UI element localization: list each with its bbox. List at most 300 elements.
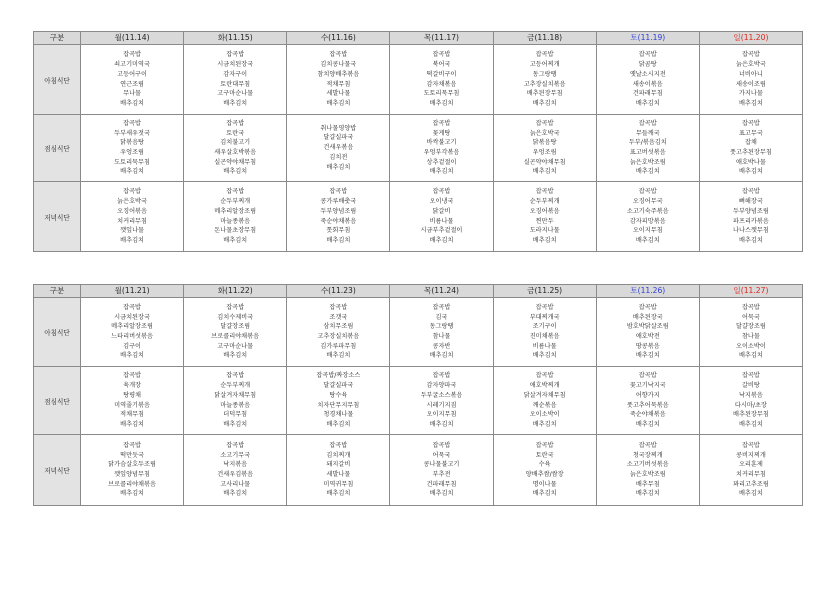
menu-item: 애호박전 — [635, 333, 660, 340]
menu-item: 배추김치 — [532, 490, 557, 498]
menu-item: 배추무침 — [635, 480, 660, 488]
menu-item: 김치찌개 — [326, 451, 351, 459]
menu-item: 늙은호박조림 — [629, 158, 666, 166]
menu-item: 배추김치 — [120, 99, 145, 107]
menu-item: 오이지무침 — [426, 411, 457, 419]
menu-cell — [81, 367, 184, 435]
menu-item: 닭살겨자채무침 — [523, 391, 566, 399]
menu-item: 배추김치 — [429, 420, 454, 428]
menu-cell — [596, 182, 699, 252]
menu-item: 바싹불고기 — [426, 139, 457, 147]
menu-item: 돼지갈비 — [326, 461, 351, 469]
menu-item: 더덕무침 — [223, 411, 248, 419]
menu-item: 도라지나물 — [529, 227, 560, 235]
day-header: 목(11.17) — [390, 32, 493, 45]
menu-item: 배추김치 — [738, 236, 763, 244]
menu-item: 잡곡밥 — [432, 303, 451, 311]
menu-item: 배추김치 — [532, 99, 557, 107]
menu-item: 마늘종볶음 — [220, 401, 251, 409]
menu-item: 잡곡밥 — [741, 51, 760, 59]
menu-cell — [390, 45, 493, 115]
menu-item: 잡곡밥 — [638, 372, 657, 380]
menu-item: 참나물 — [741, 333, 760, 340]
menu-item: 늙은호박국 — [529, 129, 560, 137]
menu-item: 콩가루배춧국 — [320, 198, 357, 206]
menu-item-list — [390, 119, 492, 177]
menu-item: 표고무국 — [738, 129, 763, 137]
meal-row — [34, 45, 803, 115]
menu-item: 배추김치 — [120, 420, 145, 428]
menu-cell — [287, 115, 390, 182]
menu-item: 배추김치 — [532, 420, 557, 428]
menu-item: 잡곡밥 — [432, 119, 451, 127]
menu-item: 깻잎양념무침 — [114, 471, 150, 478]
day-header: 금(11.25) — [493, 285, 596, 298]
menu-cell — [596, 45, 699, 115]
menu-item: 치커리무침 — [735, 471, 766, 478]
menu-item: 갈비탕 — [741, 382, 760, 390]
menu-item-list — [494, 371, 596, 429]
menu-item: 떡갈비구이 — [426, 70, 457, 78]
menu-item: 조갯국 — [329, 313, 348, 321]
menu-item: 풋고추된장무침 — [730, 149, 772, 156]
menu-item-list — [184, 187, 286, 245]
day-header: 월(11.21) — [81, 285, 184, 298]
menu-item: 오이지무침 — [632, 227, 663, 235]
menu-item: 배추김치 — [429, 99, 454, 107]
menu-item: 탕수육 — [329, 391, 348, 399]
menu-cell — [287, 435, 390, 506]
day-header: 목(11.24) — [390, 285, 493, 298]
menu-item: 배추김치 — [326, 163, 351, 171]
menu-item: 도토리묵무침 — [423, 90, 460, 98]
menu-item: 찐만두 — [535, 217, 554, 225]
menu-cell — [184, 367, 287, 435]
menu-item: 배추김치 — [120, 168, 145, 176]
menu-item: 두부굴소스볶음 — [420, 391, 463, 399]
menu-item: 메추리알장조림 — [111, 323, 153, 331]
menu-item: 김치불고기 — [220, 139, 251, 147]
menu-cell — [493, 298, 596, 367]
menu-item: 배추김치 — [738, 490, 763, 498]
menu-cell — [287, 45, 390, 115]
menu-cell — [699, 182, 802, 252]
menu-item: 잡곡밥 — [638, 119, 657, 127]
menu-item: 적채무침 — [120, 411, 145, 419]
menu-item: 잡곡밥 — [638, 188, 657, 196]
menu-item: 새우살호박볶음 — [214, 149, 257, 156]
menu-item: 세발나물 — [326, 90, 351, 98]
menu-item-list — [494, 50, 596, 108]
menu-item: 잡곡밥 — [123, 119, 142, 127]
day-header: 일(11.20) — [699, 32, 802, 45]
menu-item: 잡곡밥 — [226, 372, 245, 380]
menu-item: 오이냉국 — [429, 198, 454, 206]
menu-item: 애호박찌개 — [529, 382, 560, 390]
menu-item: 적채무침 — [326, 80, 351, 88]
menu-item: 두부양념조림 — [320, 207, 357, 215]
menu-item: 잡곡밥 — [123, 188, 142, 196]
menu-item: 배추김치 — [223, 490, 248, 498]
menu-item: 배추김치 — [738, 168, 763, 176]
menu-item: 너비아니 — [738, 70, 763, 78]
day-header: 토(11.19) — [596, 32, 699, 45]
menu-cell — [596, 298, 699, 367]
menu-item: 잡곡밥 — [329, 441, 348, 449]
weekly-menu-table-1 — [33, 31, 803, 252]
menu-item: 잡곡밥 — [432, 441, 451, 449]
menu-item-list — [287, 371, 389, 429]
menu-item: 명이나물 — [532, 480, 557, 488]
menu-item: 북어국 — [432, 61, 451, 69]
menu-item: 잡곡밥 — [638, 51, 657, 59]
menu-cell — [596, 115, 699, 182]
menu-item: 김가루파무침 — [320, 342, 357, 350]
menu-cell — [493, 367, 596, 435]
menu-item: 잡채 — [744, 139, 757, 147]
menu-item: 참나물 — [432, 333, 451, 340]
menu-item: 부추전 — [432, 471, 451, 478]
menu-item: 꽃고기낙지국 — [629, 382, 666, 390]
menu-item: 고등어찌개 — [529, 61, 560, 69]
menu-cell — [184, 45, 287, 115]
menu-item: 잡곡밥 — [741, 303, 760, 311]
menu-item-list — [700, 303, 802, 361]
meal-row — [34, 298, 803, 367]
menu-item-list — [700, 50, 802, 108]
menu-item: 토란대무침 — [220, 80, 251, 88]
menu-item: 죽순야채볶음 — [629, 411, 666, 419]
menu-item: 진미채볶음 — [529, 333, 560, 340]
menu-item: 오징어무국 — [632, 198, 663, 206]
menu-item: 잡곡밥 — [226, 119, 245, 127]
menu-item: 배추김치 — [532, 352, 557, 360]
menu-item: 미역귀무침 — [323, 480, 354, 488]
menu-item: 늙은호박국 — [735, 61, 766, 69]
menu-item: 돈나물초장무침 — [214, 227, 257, 235]
menu-item: 오징어볶음 — [529, 207, 560, 215]
menu-item: 브로콜리야채볶음 — [211, 333, 260, 340]
menu-item: 배추김치 — [635, 236, 660, 244]
menu-item: 브로콜리야채볶음 — [108, 480, 156, 488]
menu-item-list — [597, 187, 699, 245]
menu-item: 우엉조림 — [120, 149, 145, 156]
menu-cell — [699, 367, 802, 435]
menu-item: 무나물 — [123, 90, 142, 98]
day-header-row — [34, 32, 803, 45]
menu-item-list — [81, 119, 183, 177]
meal-label: 점심식단 — [34, 367, 81, 435]
menu-item: 배추김치 — [738, 420, 763, 428]
menu-item: 배추김치 — [120, 490, 145, 498]
menu-item: 닭살겨자채무침 — [214, 391, 257, 399]
menu-item: 달걀실파국 — [323, 382, 354, 390]
menu-item: 건새우볶음 — [323, 144, 354, 152]
menu-item-list — [287, 303, 389, 361]
menu-item: 뼈해장국 — [738, 198, 763, 206]
menu-item: 고구마순나물 — [217, 342, 254, 350]
menu-item-list — [184, 119, 286, 177]
menu-item: 김치콩나물국 — [320, 61, 357, 69]
menu-cell — [390, 182, 493, 252]
meal-label: 아침식단 — [34, 45, 81, 115]
menu-item: 고등어구이 — [117, 70, 148, 78]
menu-item: 배추김치 — [635, 168, 660, 176]
menu-item: 배추김치 — [635, 490, 660, 498]
menu-item: 비름나물 — [532, 342, 557, 350]
menu-item: 오징어볶음 — [117, 207, 148, 215]
day-header: 토(11.26) — [596, 285, 699, 298]
menu-item-list — [700, 187, 802, 245]
menu-item: 두부/볶음김치 — [628, 139, 667, 147]
menu-item-list — [81, 50, 183, 108]
menu-cell — [81, 182, 184, 252]
menu-cell — [184, 298, 287, 367]
menu-item: 잡곡밥 — [123, 303, 142, 311]
menu-item: 동그랑땡 — [429, 323, 454, 331]
menu-item: 시금부추겉절이 — [420, 227, 463, 235]
menu-item: 잡곡밥 — [329, 303, 348, 311]
menu-item-list — [390, 441, 492, 499]
menu-item-list — [287, 124, 389, 172]
menu-item: 배추김치 — [429, 168, 454, 176]
menu-item: 고추장실치볶음 — [523, 80, 566, 88]
menu-cell — [493, 435, 596, 506]
menu-item-list — [184, 371, 286, 429]
menu-item: 고추장실치볶음 — [317, 333, 360, 340]
meal-label: 저녁식단 — [34, 435, 81, 506]
menu-cell — [493, 115, 596, 182]
menu-item: 나나스깻무침 — [732, 227, 769, 235]
menu-item: 김구이 — [123, 342, 142, 350]
menu-cell — [81, 435, 184, 506]
menu-item: 어향가지 — [635, 391, 660, 399]
menu-item: 어묵국 — [432, 451, 451, 459]
menu-item: 무들깨국 — [635, 129, 660, 137]
menu-item: 배추김치 — [635, 99, 660, 107]
menu-item: 낙지볶음 — [223, 461, 248, 469]
meal-label: 점심식단 — [34, 115, 81, 182]
meal-row — [34, 115, 803, 182]
menu-cell — [596, 435, 699, 506]
meal-row — [34, 367, 803, 435]
menu-item-list — [390, 187, 492, 245]
menu-item: 잡곡밥 — [741, 119, 760, 127]
menu-item: 배추김치 — [120, 236, 145, 244]
menu-item: 잡곡밥 — [123, 441, 142, 449]
menu-item: 쇠고기미역국 — [114, 61, 150, 69]
menu-cell — [390, 367, 493, 435]
menu-item: 잡곡밥 — [741, 441, 760, 449]
menu-item: 톳회무침 — [326, 227, 351, 235]
menu-item: 배추김치 — [429, 236, 454, 244]
menu-item: 소고기숙주볶음 — [626, 207, 669, 215]
menu-item: 잡곡밥 — [226, 51, 245, 59]
menu-item: 달걀장조림 — [735, 323, 766, 331]
menu-item: 달걀장조림 — [220, 323, 251, 331]
day-header: 금(11.18) — [493, 32, 596, 45]
day-header: 화(11.22) — [184, 285, 287, 298]
menu-cell — [81, 45, 184, 115]
menu-item: 닭볶음탕 — [532, 139, 557, 147]
menu-item: 늙은호박국 — [117, 198, 148, 206]
menu-item: 오이소박이 — [529, 411, 560, 419]
menu-item: 콩비지찌개 — [735, 451, 766, 459]
menu-item-list — [81, 371, 183, 429]
menu-item-list — [494, 303, 596, 361]
menu-item: 배추김치 — [326, 490, 351, 498]
menu-item: 배추된장국 — [632, 313, 663, 321]
menu-item: 감자피망볶음 — [629, 217, 666, 225]
menu-item-list — [700, 119, 802, 177]
menu-item: 오리훈제 — [738, 461, 763, 469]
menu-item: 잡곡밥 — [638, 303, 657, 311]
menu-item-list — [597, 371, 699, 429]
menu-item: 애호박나물 — [735, 158, 766, 166]
menu-item: 잡곡밥 — [638, 441, 657, 449]
menu-item: 깨순볶음 — [532, 401, 557, 409]
menu-item-list — [287, 187, 389, 245]
day-header: 월(11.14) — [81, 32, 184, 45]
menu-item-list — [287, 50, 389, 108]
menu-cell — [699, 298, 802, 367]
menu-item: 건새우김볶음 — [217, 471, 254, 478]
menu-item: 잡곡밥 — [432, 188, 451, 196]
menu-item: 닭갈비 — [432, 207, 451, 215]
header-label: 구분 — [34, 32, 81, 45]
menu-item: 실곤약야채무침 — [523, 158, 566, 166]
menu-item-list — [494, 187, 596, 245]
menu-cell — [699, 115, 802, 182]
menu-cell — [699, 435, 802, 506]
menu-item: 밤호박닭살조림 — [626, 323, 669, 331]
menu-item: 양배추쌈/쌈장 — [525, 471, 564, 478]
menu-item: 배추김치 — [326, 99, 351, 107]
menu-item: 배추김치 — [223, 420, 248, 428]
menu-item: 잡곡밥 — [329, 51, 348, 59]
menu-item: 순두부찌개 — [529, 198, 560, 206]
menu-item: 잡곡밥 — [226, 303, 245, 311]
menu-item-list — [494, 441, 596, 499]
menu-item: 배추김치 — [635, 352, 660, 360]
menu-item: 잡곡밥 — [226, 441, 245, 449]
menu-item: 꽈리고추조림 — [732, 480, 769, 488]
menu-item: 잡곡밥 — [535, 119, 554, 127]
menu-item: 시금치된장국 — [217, 61, 254, 69]
menu-item: 탕평채 — [123, 391, 142, 399]
menu-cell — [390, 115, 493, 182]
meal-row — [34, 435, 803, 506]
menu-item-list — [597, 303, 699, 361]
menu-item: 배추김치 — [738, 352, 763, 360]
menu-item: 배추김치 — [326, 420, 351, 428]
menu-item: 표고버섯볶음 — [629, 149, 666, 156]
menu-item-list — [81, 187, 183, 245]
menu-item: 삼치무조림 — [323, 323, 354, 331]
menu-cell — [184, 115, 287, 182]
menu-item: 배추김치 — [532, 168, 557, 176]
menu-item: 토란국 — [535, 451, 554, 459]
menu-item: 치자단무지무침 — [317, 401, 360, 409]
menu-item: 느타리버섯볶음 — [111, 333, 153, 340]
menu-item: 김치전 — [329, 153, 348, 161]
menu-item-list — [390, 371, 492, 429]
menu-cell — [493, 182, 596, 252]
menu-item-list — [494, 119, 596, 177]
menu-item: 순두부찌개 — [220, 382, 251, 390]
menu-item: 건파래무침 — [426, 480, 457, 488]
menu-item: 잡곡밥 — [432, 51, 451, 59]
menu-cell — [81, 115, 184, 182]
menu-item: 배추김치 — [326, 352, 351, 360]
meal-label: 아침식단 — [34, 298, 81, 367]
menu-item-list — [700, 371, 802, 429]
menu-item: 달걀실파국 — [323, 134, 354, 142]
menu-item-list — [184, 303, 286, 361]
menu-item: 토란국 — [226, 129, 245, 137]
menu-cell — [81, 298, 184, 367]
menu-item: 콩나물불고기 — [423, 461, 460, 469]
menu-item: 배추김치 — [326, 236, 351, 244]
menu-item: 잡곡밥 — [432, 372, 451, 380]
day-header: 수(11.16) — [287, 32, 390, 45]
menu-item: 배추김치 — [223, 236, 248, 244]
menu-item: 배추김치 — [120, 352, 145, 360]
menu-item-list — [390, 303, 492, 361]
menu-item: 잡곡밥/짜장소스 — [316, 372, 361, 380]
menu-cell — [699, 45, 802, 115]
menu-item: 취나물영양밥 — [320, 124, 357, 132]
menu-item: 감자채볶음 — [426, 80, 457, 88]
menu-item: 꽃게탕 — [432, 129, 451, 137]
day-header: 수(11.23) — [287, 285, 390, 298]
menu-item: 실곤약야채무침 — [214, 158, 257, 166]
menu-item: 새송이볶음 — [632, 80, 663, 88]
menu-item: 배추김치 — [223, 352, 248, 360]
meal-label: 저녁식단 — [34, 182, 81, 252]
menu-cell — [287, 182, 390, 252]
menu-item-list — [597, 50, 699, 108]
menu-item: 배추된장무침 — [732, 411, 769, 419]
menu-item: 낙지볶음 — [738, 391, 763, 399]
menu-item: 미역줄기볶음 — [114, 401, 150, 409]
menu-item: 김치수제비국 — [217, 313, 254, 321]
menu-item: 상추겉절이 — [426, 158, 457, 166]
menu-item: 깻잎나물 — [120, 227, 145, 235]
menu-item: 잡곡밥 — [123, 372, 142, 380]
menu-item-list — [700, 441, 802, 499]
menu-item: 닭가슴살호두조림 — [108, 461, 156, 469]
menu-item: 닭볶음탕 — [120, 139, 145, 147]
weekly-menu-table-2 — [33, 284, 803, 506]
menu-item: 순두부찌개 — [220, 198, 251, 206]
menu-item: 연근조림 — [120, 80, 145, 88]
menu-item: 수육 — [538, 461, 551, 469]
menu-item: 두부새우젓국 — [114, 129, 150, 137]
menu-item: 파프리카볶음 — [732, 217, 769, 225]
menu-cell — [596, 367, 699, 435]
menu-item: 옛날소시지전 — [629, 70, 666, 78]
menu-item: 잡곡밥 — [535, 303, 554, 311]
menu-item: 새송이조림 — [735, 80, 766, 88]
menu-item-list — [597, 441, 699, 499]
menu-item: 늙은호박조림 — [629, 471, 666, 478]
menu-item: 가지나물 — [738, 90, 763, 98]
menu-item: 어묵국 — [741, 313, 760, 321]
menu-cell — [184, 182, 287, 252]
menu-item: 소고기무국 — [220, 451, 251, 459]
menu-item: 시금치된장국 — [114, 313, 150, 321]
